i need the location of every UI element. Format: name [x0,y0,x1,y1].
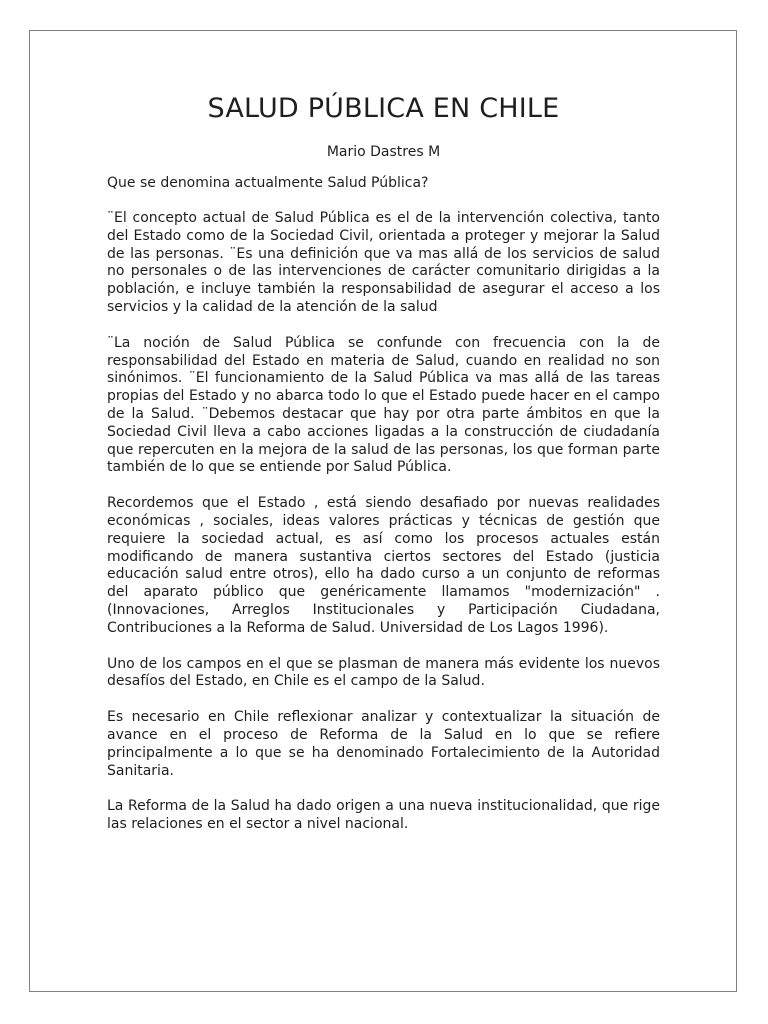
paragraph: Uno de los campos en el que se plasman de manera más evidente los nuevos desafíos del Estado, en Chile es el campo de la Salud. [107,655,660,690]
document-author: Mario Dastres M [326,144,441,160]
document-body [107,91,660,834]
document-title: SALUD PÚBLICA EN CHILE [207,93,560,124]
paragraph: ¨El concepto actual de Salud Pública es el de la intervención colectiva, tanto del Estado como de la Sociedad Civil, orientada a proteger y mejorar la Salud de las personas. ¨Es una definición que va mas allá de los servicios de salud no personales o de las intervenciones de carácter comunitario dirigidas a la población, e incluye también la responsabilidad de asegurar el acceso a los servicios y la calidad de la atención de la salud [107,210,660,315]
paragraph: ¨La noción de Salud Pública se confunde con frecuencia con la de responsabilidad del Estado en materia de Salud, cuando en realidad no son sinónimos. ¨El funcionamiento de la Salud Pública va mas allá de las tareas propias del Estado y no abarca todo lo que el Estado puede hacer en el campo de la Salud. ¨Debemos destacar que hay por otra parte ámbitos en que la Sociedad Civil lleva a cabo acciones ligadas a la construcción de ciudadanía que repercuten en la mejora de la salud de las personas, los que forman parte también de lo que se entiende por Salud Pública. [107,334,660,476]
paragraph: Es necesario en Chile reflexionar analizar y contextualizar la situación de avance en el proceso de Reforma de la Salud en lo que se refiere principalmente a lo que se ha denominado Fortalecimiento de la Autoridad Sanitaria. [107,709,660,779]
paragraph: La Reforma de la Salud ha dado origen a una nueva institucionalidad, que rige las relaciones en el sector a nivel nacional. [107,798,660,833]
document-page [29,30,737,992]
paragraph: Recordemos que el Estado , está siendo desafiado por nuevas realidades económicas , sociales, ideas valores prácticas y técnicas de gestión que requiere la sociedad actual, es así como los procesos actuales están modificando de manera sustantiva ciertos sectores del Estado (justicia educación salud entre otros), ello ha dado curso a un conjunto de reformas del aparato público que genéricamente llamamos "modernización" . (Innovaciones, Arreglos Institucionales y Participación Ciudadana, Contribuciones a la Reforma de Salud. Universidad de Los Lagos 1996). [107,495,660,636]
intro-question: Que se denomina actualmente Salud Pública? [107,175,429,191]
